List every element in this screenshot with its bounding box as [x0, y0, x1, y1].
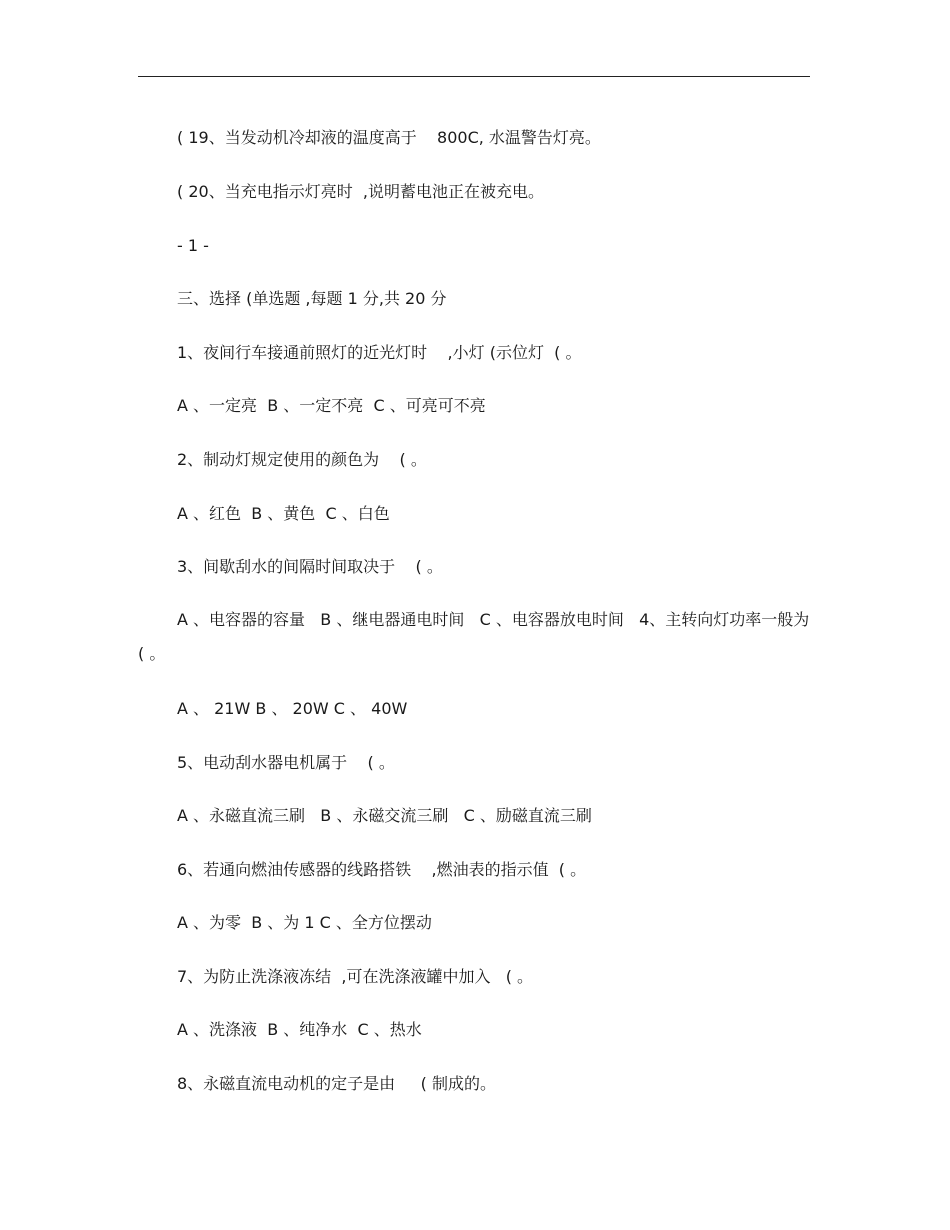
question-3: 3、间歇刮水的间隔时间取决于 ( 。	[177, 557, 443, 576]
options-5: A 、永磁直流三刷 B 、永磁交流三刷 C 、励磁直流三刷	[177, 806, 592, 825]
options-7: A 、洗涤液 B 、纯净水 C 、热水	[177, 1020, 422, 1039]
question-6: 6、若通向燃油传感器的线路搭铁 ,燃油表的指示值 ( 。	[177, 860, 587, 879]
options-6: A 、为零 B 、为 1 C 、全方位摆动	[177, 913, 432, 932]
question-7: 7、为防止洗涤液冻结 ,可在洗涤液罐中加入 ( 。	[177, 967, 534, 986]
question-20: ( 20、当充电指示灯亮时 ,说明蓄电池正在被充电。	[177, 182, 544, 201]
question-8: 8、永磁直流电动机的定子是由 ( 制成的。	[177, 1074, 496, 1093]
options-3-question-4: A 、电容器的容量 B 、继电器通电时间 C 、电容器放电时间 4、主转向灯功率一般为 ( 。	[138, 610, 820, 663]
section-heading: 三、选择 (单选题 ,每题 1 分,共 20 分	[177, 289, 447, 308]
question-5: 5、电动刮水器电机属于 ( 。	[177, 753, 395, 772]
question-19: ( 19、当发动机冷却液的温度高于 800C, 水温警告灯亮。	[177, 128, 601, 147]
question-2: 2、制动灯规定使用的颜色为 ( 。	[177, 450, 427, 469]
options-4: A 、 21W B 、 20W C 、 40W	[177, 699, 408, 718]
page-number: - 1 -	[177, 236, 209, 255]
header-rule	[138, 76, 810, 77]
question-1: 1、夜间行车接通前照灯的近光灯时 ,小灯 (示位灯 ( 。	[177, 343, 582, 362]
options-2: A 、红色 B 、黄色 C 、白色	[177, 504, 390, 523]
options-1: A 、一定亮 B 、一定不亮 C 、可亮可不亮	[177, 396, 486, 415]
